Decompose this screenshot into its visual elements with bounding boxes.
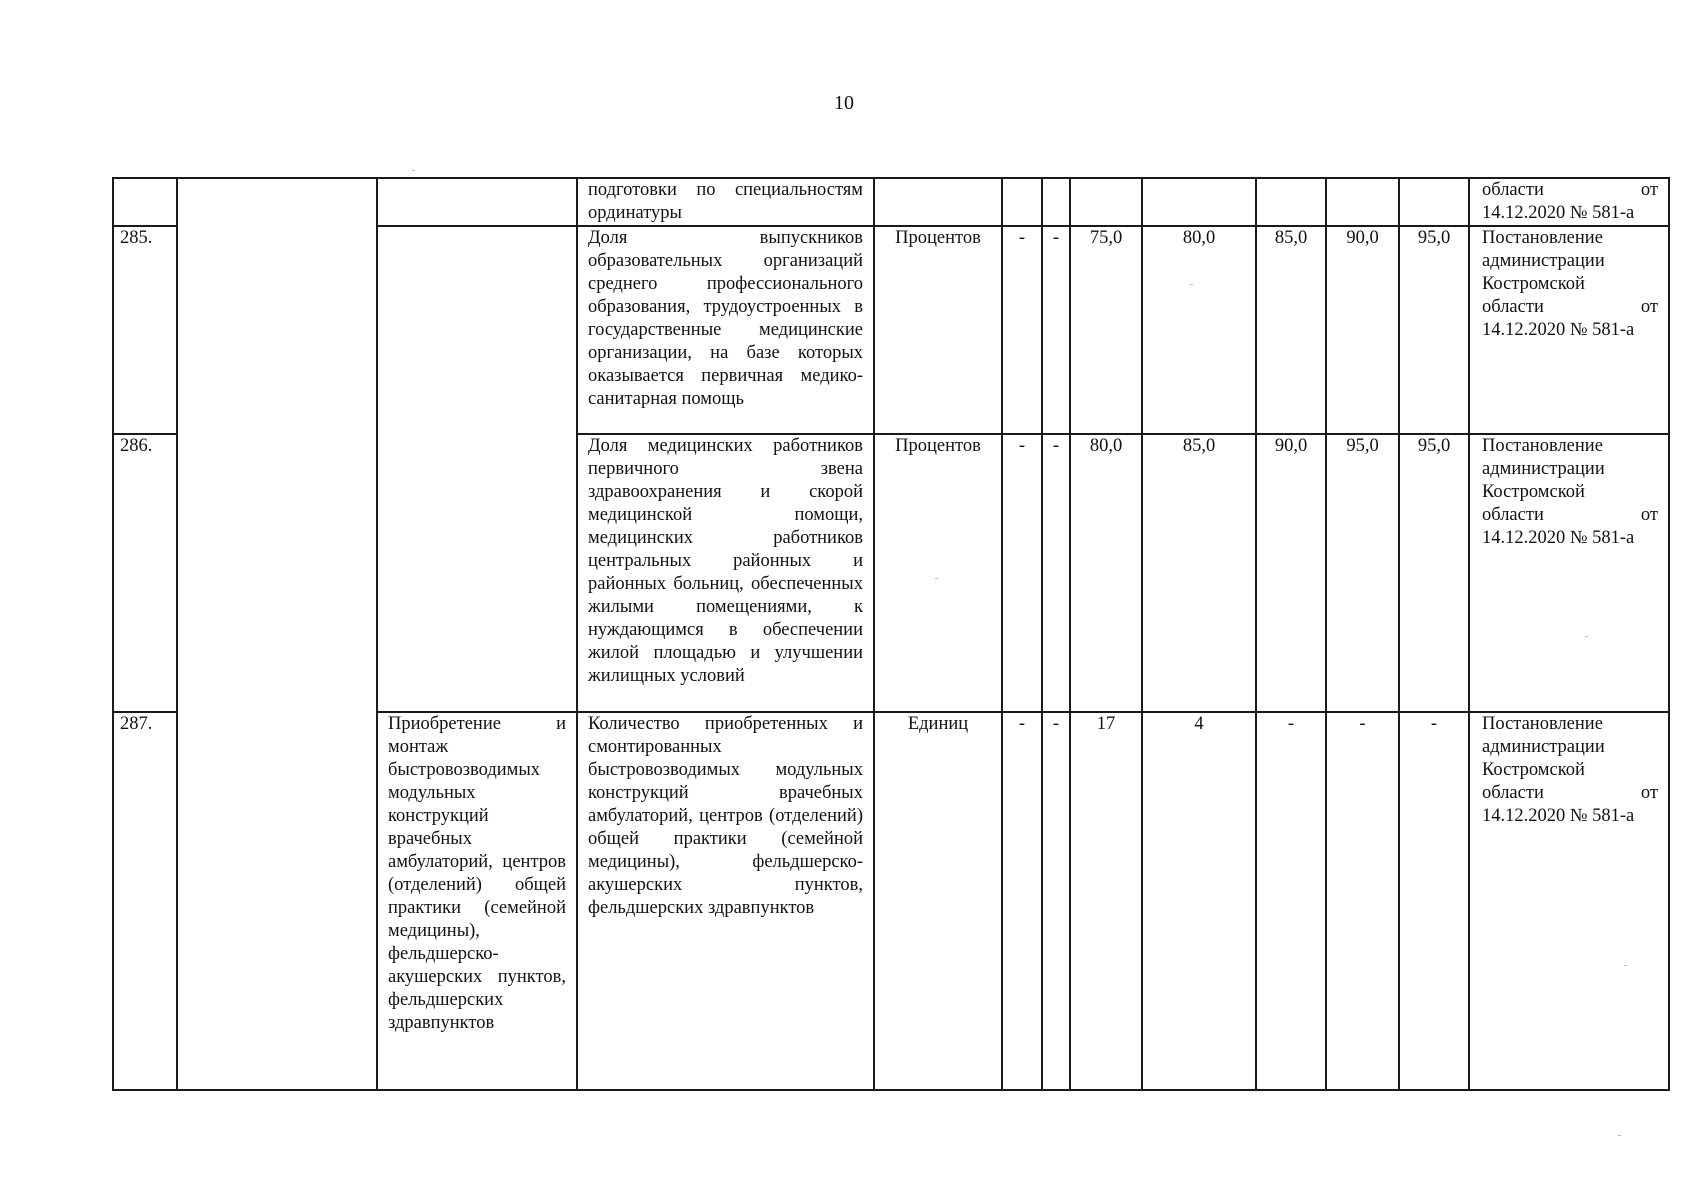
cell-v4: 4 xyxy=(1142,712,1256,1090)
cell-v1: - xyxy=(1002,226,1042,434)
cell-v3 xyxy=(1070,178,1142,226)
cell-v6: 90,0 xyxy=(1326,226,1399,434)
act-text: администрации xyxy=(1482,459,1605,479)
cell-v4: 85,0 xyxy=(1142,434,1256,712)
scan-speck xyxy=(412,170,415,171)
act-text: области xyxy=(1482,505,1544,525)
act-text: Костромской xyxy=(1482,482,1585,502)
table-row-continuation xyxy=(113,178,1669,226)
act-text: администрации xyxy=(1482,737,1605,757)
act-text: области xyxy=(1482,297,1544,317)
cell-v2 xyxy=(1042,178,1070,226)
cell-v3: 75,0 xyxy=(1070,226,1142,434)
cell-program-merged xyxy=(177,178,377,1090)
cell-v5: 90,0 xyxy=(1256,434,1326,712)
cell-indicator: Доля выпускников образовательных организаций среднего профессионального образования, трудоустроенных в государственные медицинские организации, на базе которых оказывается первичная медико-санитарная помощь xyxy=(577,226,874,434)
act-text: от xyxy=(1640,505,1658,525)
act-text: Костромской xyxy=(1482,274,1585,294)
cell-v1: - xyxy=(1002,434,1042,712)
cell-v6 xyxy=(1326,178,1399,226)
row-number: 286. xyxy=(113,434,177,712)
cell-v5 xyxy=(1256,178,1326,226)
scan-speck xyxy=(1618,1135,1621,1136)
scan-speck xyxy=(935,578,938,579)
cell-indicator: Количество приобретенных и смонтированных быстровозводимых модульных конструкций врачебных амбулаторий, центров (отделений) общей практики (семейной медицины), фельдшерско-акушерских пунктов, фельдшерских здравпунктов xyxy=(577,712,874,1090)
act-text: от xyxy=(1640,297,1658,317)
cell-v5: 85,0 xyxy=(1256,226,1326,434)
cell-measure: Приобретение и монтаж быстровозводимых модульных конструкций врачебных амбулаторий, центров (отделений) общей практики (семейной медицины), фельдшерско-акушерских пунктов, фельдшерских здравпунктов xyxy=(377,712,577,1090)
act-text: 14.12.2020 № 581-а xyxy=(1482,203,1635,223)
act-text: Постановление xyxy=(1482,436,1603,456)
scan-speck xyxy=(1585,636,1588,637)
cell-unit: Процентов xyxy=(874,226,1002,434)
page-number: 10 xyxy=(834,92,854,114)
cell-v7: 95,0 xyxy=(1399,226,1469,434)
cell-num xyxy=(113,178,177,226)
cell-measure xyxy=(377,178,577,226)
cell-v3: 17 xyxy=(1070,712,1142,1090)
cell-indicator: Доля медицинских работников первичного звена здравоохранения и скорой медицинской помощи, медицинских работников центральных районных и районных больниц, обеспеченных жилыми помещениями, к нуждающимся в обеспечении жилой площадью и улучшении жилищных условий xyxy=(577,434,874,712)
act-text: от xyxy=(1640,180,1658,200)
act-text: области xyxy=(1482,180,1544,200)
row-number: 285. xyxy=(113,226,177,434)
cell-unit xyxy=(874,178,1002,226)
row-number: 287. xyxy=(113,712,177,1090)
act-text: 14.12.2020 № 581-а xyxy=(1482,320,1635,340)
cell-v7 xyxy=(1399,178,1469,226)
cell-unit: Единиц xyxy=(874,712,1002,1090)
cell-v2: - xyxy=(1042,712,1070,1090)
act-text: 14.12.2020 № 581-а xyxy=(1482,806,1635,826)
cell-v7: 95,0 xyxy=(1399,434,1469,712)
cell-unit: Процентов xyxy=(874,434,1002,712)
cell-legal-act xyxy=(1469,226,1669,434)
cell-v1: - xyxy=(1002,712,1042,1090)
act-text: Костромской xyxy=(1482,760,1585,780)
cell-v2: - xyxy=(1042,434,1070,712)
cell-legal-act xyxy=(1469,712,1669,1090)
act-text: области xyxy=(1482,783,1544,803)
cell-v4: 80,0 xyxy=(1142,226,1256,434)
act-text: от xyxy=(1640,783,1658,803)
act-text: Постановление xyxy=(1482,714,1603,734)
cell-indicator: подготовки по специальностям ординатуры xyxy=(577,178,874,226)
cell-v4 xyxy=(1142,178,1256,226)
scan-speck xyxy=(1190,284,1193,285)
cell-legal-act xyxy=(1469,178,1669,226)
act-text: 14.12.2020 № 581-а xyxy=(1482,528,1635,548)
cell-v6: - xyxy=(1326,712,1399,1090)
cell-v6: 95,0 xyxy=(1326,434,1399,712)
cell-v3: 80,0 xyxy=(1070,434,1142,712)
cell-v2: - xyxy=(1042,226,1070,434)
scan-speck xyxy=(1624,965,1627,966)
cell-v7: - xyxy=(1399,712,1469,1090)
cell-v5: - xyxy=(1256,712,1326,1090)
act-text: Постановление xyxy=(1482,228,1603,248)
cell-measure xyxy=(377,226,577,712)
cell-v1 xyxy=(1002,178,1042,226)
cell-legal-act xyxy=(1469,434,1669,712)
indicators-table xyxy=(112,177,1670,1091)
act-text: администрации xyxy=(1482,251,1605,271)
